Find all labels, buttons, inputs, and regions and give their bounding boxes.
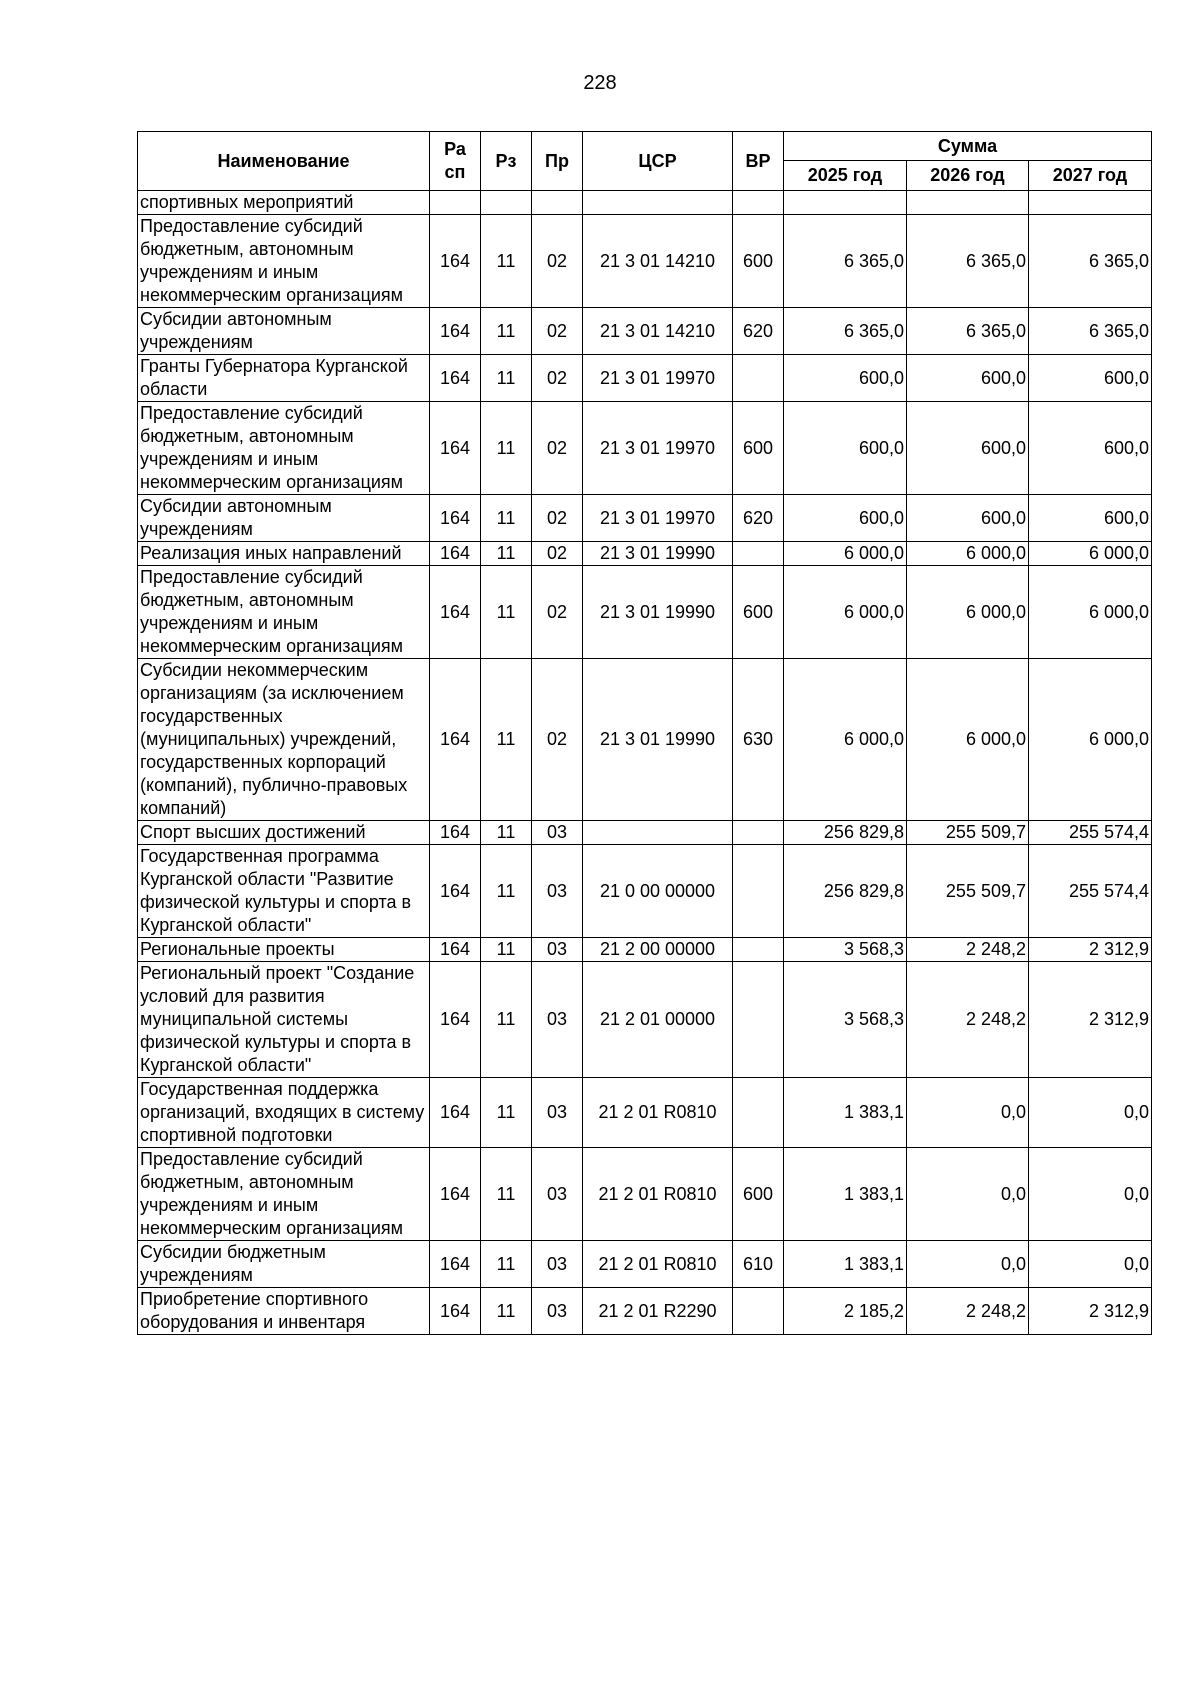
cell-sum-2027: 600,0 (1029, 355, 1152, 402)
cell-sum-2025: 1 383,1 (784, 1241, 907, 1288)
cell-pr: 03 (532, 845, 583, 938)
cell-sum-2025: 600,0 (784, 355, 907, 402)
cell-rasp: 164 (430, 1148, 481, 1241)
cell-sum-2027: 0,0 (1029, 1241, 1152, 1288)
cell-rasp: 164 (430, 495, 481, 542)
cell-rasp: 164 (430, 1241, 481, 1288)
cell-sum-2025: 256 829,8 (784, 845, 907, 938)
cell-vr: 600 (733, 1148, 784, 1241)
header-name: Наименование (138, 132, 430, 191)
cell-rz: 11 (481, 402, 532, 495)
cell-rz: 11 (481, 215, 532, 308)
cell-pr (532, 191, 583, 215)
cell-name: Спорт высших достижений (138, 821, 430, 845)
cell-pr: 03 (532, 821, 583, 845)
cell-csr: 21 3 01 19970 (583, 355, 733, 402)
cell-pr: 02 (532, 355, 583, 402)
cell-sum-2027: 6 000,0 (1029, 566, 1152, 659)
table-row (138, 308, 1152, 355)
cell-sum-2027: 255 574,4 (1029, 821, 1152, 845)
cell-name: Региональные проекты (138, 938, 430, 962)
cell-name: Приобретение спортивного оборудования и инвентаря (138, 1288, 430, 1335)
cell-rz: 11 (481, 845, 532, 938)
cell-pr: 03 (532, 1241, 583, 1288)
cell-csr: 21 0 00 00000 (583, 845, 733, 938)
cell-sum-2026: 600,0 (907, 495, 1029, 542)
cell-sum-2025: 1 383,1 (784, 1148, 907, 1241)
cell-csr: 21 3 01 19970 (583, 402, 733, 495)
cell-rasp: 164 (430, 308, 481, 355)
header-year-2025: 2025 год (784, 161, 907, 191)
cell-rz: 11 (481, 1241, 532, 1288)
cell-rasp: 164 (430, 1078, 481, 1148)
cell-name: Предоставление субсидий бюджетным, автономным учреждениям и иным некоммерческим организациям (138, 566, 430, 659)
table-row (138, 402, 1152, 495)
cell-rasp: 164 (430, 1288, 481, 1335)
cell-sum-2025: 2 185,2 (784, 1288, 907, 1335)
cell-pr: 02 (532, 308, 583, 355)
cell-sum-2027: 6 365,0 (1029, 308, 1152, 355)
cell-sum-2026: 6 000,0 (907, 542, 1029, 566)
cell-csr: 21 3 01 19990 (583, 566, 733, 659)
cell-vr: 620 (733, 308, 784, 355)
cell-pr: 03 (532, 938, 583, 962)
cell-sum-2027: 2 312,9 (1029, 1288, 1152, 1335)
cell-sum-2025: 600,0 (784, 402, 907, 495)
cell-csr: 21 2 00 00000 (583, 938, 733, 962)
cell-rz (481, 191, 532, 215)
cell-rz: 11 (481, 1288, 532, 1335)
cell-csr: 21 3 01 19990 (583, 542, 733, 566)
table-row (138, 215, 1152, 308)
cell-sum-2026: 255 509,7 (907, 845, 1029, 938)
table-row (138, 659, 1152, 821)
cell-rz: 11 (481, 308, 532, 355)
cell-vr (733, 191, 784, 215)
cell-csr: 21 2 01 R0810 (583, 1078, 733, 1148)
cell-vr (733, 355, 784, 402)
cell-csr: 21 2 01 00000 (583, 962, 733, 1078)
table-row (138, 821, 1152, 845)
cell-name: Субсидии бюджетным учреждениям (138, 1241, 430, 1288)
table-row (138, 542, 1152, 566)
budget-table (137, 131, 1152, 1335)
cell-sum-2027: 600,0 (1029, 402, 1152, 495)
cell-sum-2026: 6 000,0 (907, 566, 1029, 659)
cell-name: Субсидии некоммерческим организациям (за исключением государственных (муниципальных) учреждений, государственных корпораций (компаний), публично-правовых компаний) (138, 659, 430, 821)
cell-rz: 11 (481, 542, 532, 566)
table-row (138, 1288, 1152, 1335)
cell-sum-2026: 0,0 (907, 1078, 1029, 1148)
cell-rasp: 164 (430, 215, 481, 308)
cell-vr (733, 845, 784, 938)
cell-rz: 11 (481, 1078, 532, 1148)
cell-rz: 11 (481, 1148, 532, 1241)
cell-sum-2025: 256 829,8 (784, 821, 907, 845)
header-pr: Пр (532, 132, 583, 191)
cell-sum-2025: 6 365,0 (784, 215, 907, 308)
cell-vr (733, 821, 784, 845)
table-row (138, 1148, 1152, 1241)
cell-vr: 610 (733, 1241, 784, 1288)
cell-csr: 21 3 01 19990 (583, 659, 733, 821)
cell-sum-2026: 0,0 (907, 1241, 1029, 1288)
cell-sum-2026: 2 248,2 (907, 1288, 1029, 1335)
cell-vr (733, 1078, 784, 1148)
cell-pr: 02 (532, 542, 583, 566)
cell-csr (583, 191, 733, 215)
table-row (138, 191, 1152, 215)
table-row (138, 1241, 1152, 1288)
cell-sum-2027: 6 365,0 (1029, 215, 1152, 308)
cell-rasp: 164 (430, 566, 481, 659)
cell-sum-2026: 2 248,2 (907, 962, 1029, 1078)
header-rasp: Ра сп (430, 132, 481, 191)
cell-pr: 03 (532, 1148, 583, 1241)
cell-csr: 21 3 01 19970 (583, 495, 733, 542)
cell-pr: 02 (532, 402, 583, 495)
cell-sum-2025 (784, 191, 907, 215)
table-row (138, 566, 1152, 659)
header-year-2026: 2026 год (907, 161, 1029, 191)
cell-sum-2025: 6 000,0 (784, 566, 907, 659)
cell-sum-2025: 3 568,3 (784, 938, 907, 962)
cell-sum-2027: 6 000,0 (1029, 659, 1152, 821)
cell-name: Государственная программа Курганской области "Развитие физической культуры и спорта в Курганской области" (138, 845, 430, 938)
cell-sum-2026: 6 365,0 (907, 308, 1029, 355)
cell-rz: 11 (481, 821, 532, 845)
cell-vr: 600 (733, 566, 784, 659)
cell-rasp: 164 (430, 938, 481, 962)
cell-sum-2027: 0,0 (1029, 1148, 1152, 1241)
cell-csr: 21 3 01 14210 (583, 308, 733, 355)
cell-sum-2025: 1 383,1 (784, 1078, 907, 1148)
cell-vr (733, 542, 784, 566)
cell-name: Государственная поддержка организаций, входящих в систему спортивной подготовки (138, 1078, 430, 1148)
header-year-2027: 2027 год (1029, 161, 1152, 191)
cell-name: Субсидии автономным учреждениям (138, 495, 430, 542)
header-csr: ЦСР (583, 132, 733, 191)
cell-rz: 11 (481, 495, 532, 542)
cell-rasp: 164 (430, 821, 481, 845)
cell-rasp (430, 191, 481, 215)
cell-name: Субсидии автономным учреждениям (138, 308, 430, 355)
cell-sum-2027 (1029, 191, 1152, 215)
cell-csr: 21 2 01 R2290 (583, 1288, 733, 1335)
cell-csr: 21 2 01 R0810 (583, 1148, 733, 1241)
cell-name: Предоставление субсидий бюджетным, автономным учреждениям и иным некоммерческим организациям (138, 402, 430, 495)
cell-sum-2027: 255 574,4 (1029, 845, 1152, 938)
cell-rz: 11 (481, 962, 532, 1078)
cell-vr: 600 (733, 402, 784, 495)
header-rz: Рз (481, 132, 532, 191)
cell-pr: 03 (532, 962, 583, 1078)
cell-rz: 11 (481, 566, 532, 659)
cell-name: Предоставление субсидий бюджетным, автономным учреждениям и иным некоммерческим организациям (138, 1148, 430, 1241)
cell-pr: 02 (532, 495, 583, 542)
table-body (138, 191, 1152, 1335)
cell-pr: 02 (532, 215, 583, 308)
cell-rasp: 164 (430, 355, 481, 402)
cell-rasp: 164 (430, 402, 481, 495)
cell-sum-2027: 600,0 (1029, 495, 1152, 542)
page-number: 228 (583, 72, 617, 94)
cell-sum-2026: 600,0 (907, 402, 1029, 495)
cell-vr (733, 962, 784, 1078)
cell-rz: 11 (481, 659, 532, 821)
table-row (138, 938, 1152, 962)
cell-sum-2025: 6 000,0 (784, 659, 907, 821)
table-row (138, 1078, 1152, 1148)
cell-name: спортивных мероприятий (138, 191, 430, 215)
cell-vr: 620 (733, 495, 784, 542)
cell-sum-2025: 600,0 (784, 495, 907, 542)
cell-name: Региональный проект "Создание условий для развития муниципальной системы физической культуры и спорта в Курганской области" (138, 962, 430, 1078)
cell-name: Предоставление субсидий бюджетным, автономным учреждениям и иным некоммерческим организациям (138, 215, 430, 308)
header-sum: Сумма (784, 132, 1152, 161)
cell-sum-2026: 2 248,2 (907, 938, 1029, 962)
cell-sum-2025: 6 365,0 (784, 308, 907, 355)
cell-csr: 21 3 01 14210 (583, 215, 733, 308)
table-row (138, 355, 1152, 402)
cell-sum-2025: 6 000,0 (784, 542, 907, 566)
cell-pr: 03 (532, 1078, 583, 1148)
header-vr: ВР (733, 132, 784, 191)
cell-sum-2026 (907, 191, 1029, 215)
cell-csr: 21 2 01 R0810 (583, 1241, 733, 1288)
cell-rasp: 164 (430, 659, 481, 821)
cell-rasp: 164 (430, 542, 481, 566)
cell-pr: 02 (532, 566, 583, 659)
cell-sum-2026: 6 365,0 (907, 215, 1029, 308)
cell-sum-2027: 2 312,9 (1029, 938, 1152, 962)
cell-vr (733, 938, 784, 962)
cell-sum-2026: 0,0 (907, 1148, 1029, 1241)
cell-sum-2025: 3 568,3 (784, 962, 907, 1078)
table-row (138, 845, 1152, 938)
cell-csr (583, 821, 733, 845)
cell-sum-2026: 600,0 (907, 355, 1029, 402)
cell-vr: 630 (733, 659, 784, 821)
cell-pr: 03 (532, 1288, 583, 1335)
cell-rz: 11 (481, 938, 532, 962)
cell-sum-2026: 6 000,0 (907, 659, 1029, 821)
cell-sum-2027: 6 000,0 (1029, 542, 1152, 566)
table-row (138, 495, 1152, 542)
cell-rz: 11 (481, 355, 532, 402)
cell-sum-2027: 2 312,9 (1029, 962, 1152, 1078)
cell-name: Реализация иных направлений (138, 542, 430, 566)
cell-pr: 02 (532, 659, 583, 821)
table-row (138, 962, 1152, 1078)
cell-vr (733, 1288, 784, 1335)
cell-vr: 600 (733, 215, 784, 308)
cell-sum-2027: 0,0 (1029, 1078, 1152, 1148)
cell-sum-2026: 255 509,7 (907, 821, 1029, 845)
cell-name: Гранты Губернатора Курганской области (138, 355, 430, 402)
cell-rasp: 164 (430, 962, 481, 1078)
cell-rasp: 164 (430, 845, 481, 938)
